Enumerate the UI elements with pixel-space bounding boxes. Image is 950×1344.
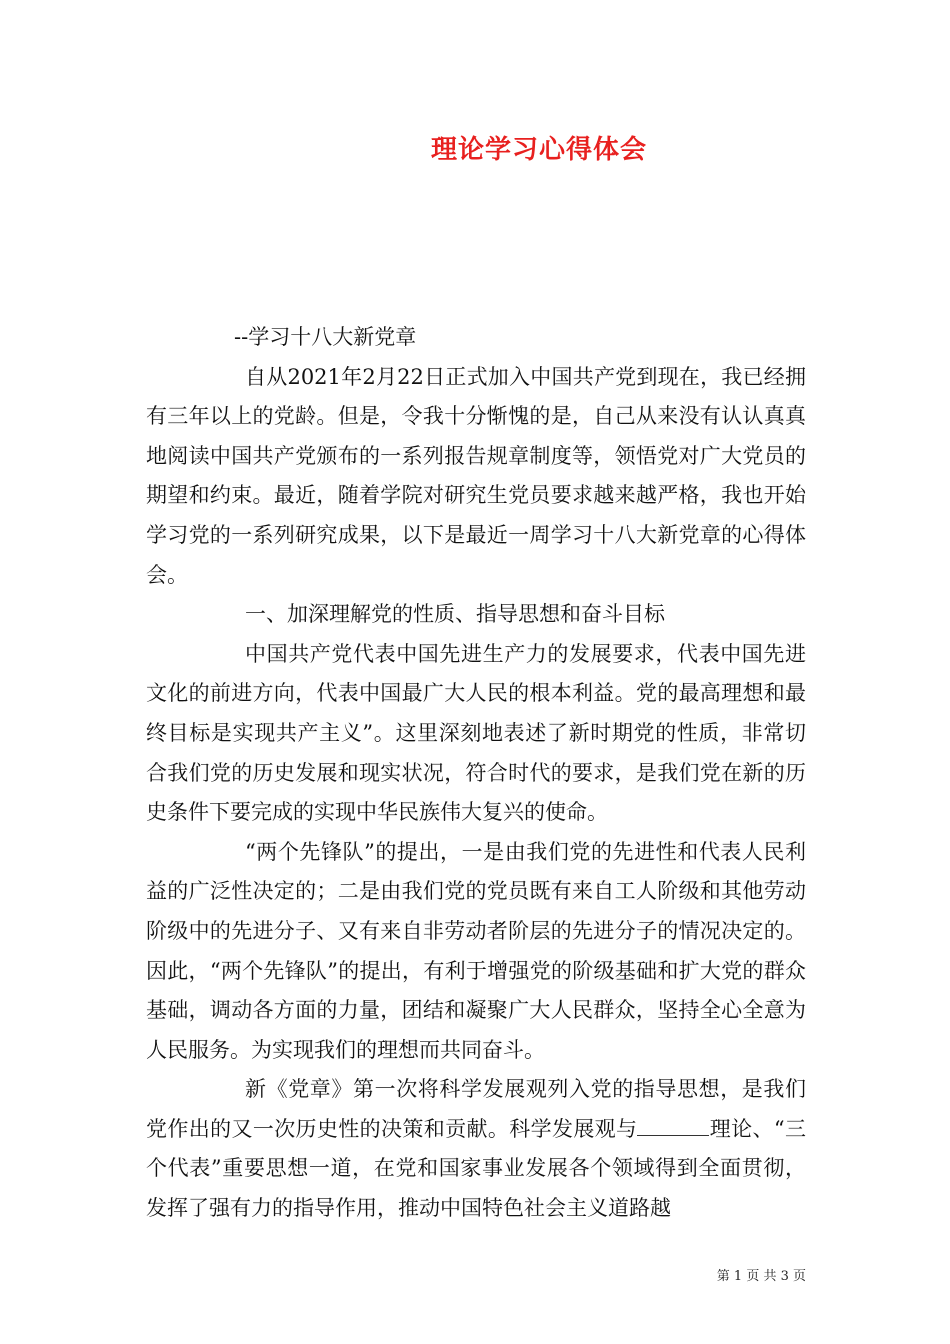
- document-subtitle: --学习十八大新党章: [234, 325, 417, 349]
- section-heading-1: 一、加深理解党的性质、指导思想和奋斗目标: [245, 602, 665, 627]
- paragraph-text-after-blank: 理论、“三个代表”重要思想一道，在党和国家事业发展各个领域得到全面贯彻，发挥了强有力的指导作用，推动中国特色社会主义道路越: [146, 1116, 806, 1221]
- page-number-footer: 第 1 页 共 3 页: [716, 1269, 806, 1284]
- document-title: 理论学习心得体会: [430, 135, 647, 165]
- paragraph-intro: 自从2021年2月22日正式加入中国共产党到现在，我已经拥有三年以上的党龄。但是，令我十分惭愧的是，自己从来没有认认真真地阅读中国共产党颁布的一系列报告规章制度等，领悟党对广大党员的期望和约束。最近，随着学院对研究生党员要求越来越严格，我也开始学习党的一系列研究成果，以下是最近一周学习十八大新党章的心得体会。: [146, 364, 806, 587]
- paragraph-two-vanguards: “两个先锋队”的提出，一是由我们党的先进性和代表人民利益的广泛性决定的；二是由我们党的党员既有来自工人阶级和其他劳动阶级中的先进分子、又有来自非劳动者阶层的先进分子的情况决定的。因此，“两个先锋队”的提出，有利于增强党的阶级基础和扩大党的群众基础，调动各方面的力量，团结和凝聚广大人民群众，坚持全心全意为人民服务。为实现我们的理想而共同奋斗。: [146, 839, 806, 1062]
- paragraph-party-nature: 中国共产党代表中国先进生产力的发展要求，代表中国先进文化的前进方向，代表中国最广大人民的根本利益。党的最高理想和最终目标是实现共产主义”。这里深刻地表述了新时期党的性质，非常切合我们党的历史发展和现实状况，符合时代的要求，是我们党在新的历史条件下要完成的实现中华民族伟大复兴的使命。: [146, 641, 806, 825]
- paragraph-text-before-blank: 新《党章》第一次将科学发展观列入党的指导思想，是我们党作出的又一次历史性的决策和贡献。科学发展观与: [146, 1077, 806, 1141]
- document-body: [146, 318, 806, 1229]
- fill-in-blank: [637, 1115, 709, 1136]
- paragraph-scientific-development: [146, 1070, 806, 1228]
